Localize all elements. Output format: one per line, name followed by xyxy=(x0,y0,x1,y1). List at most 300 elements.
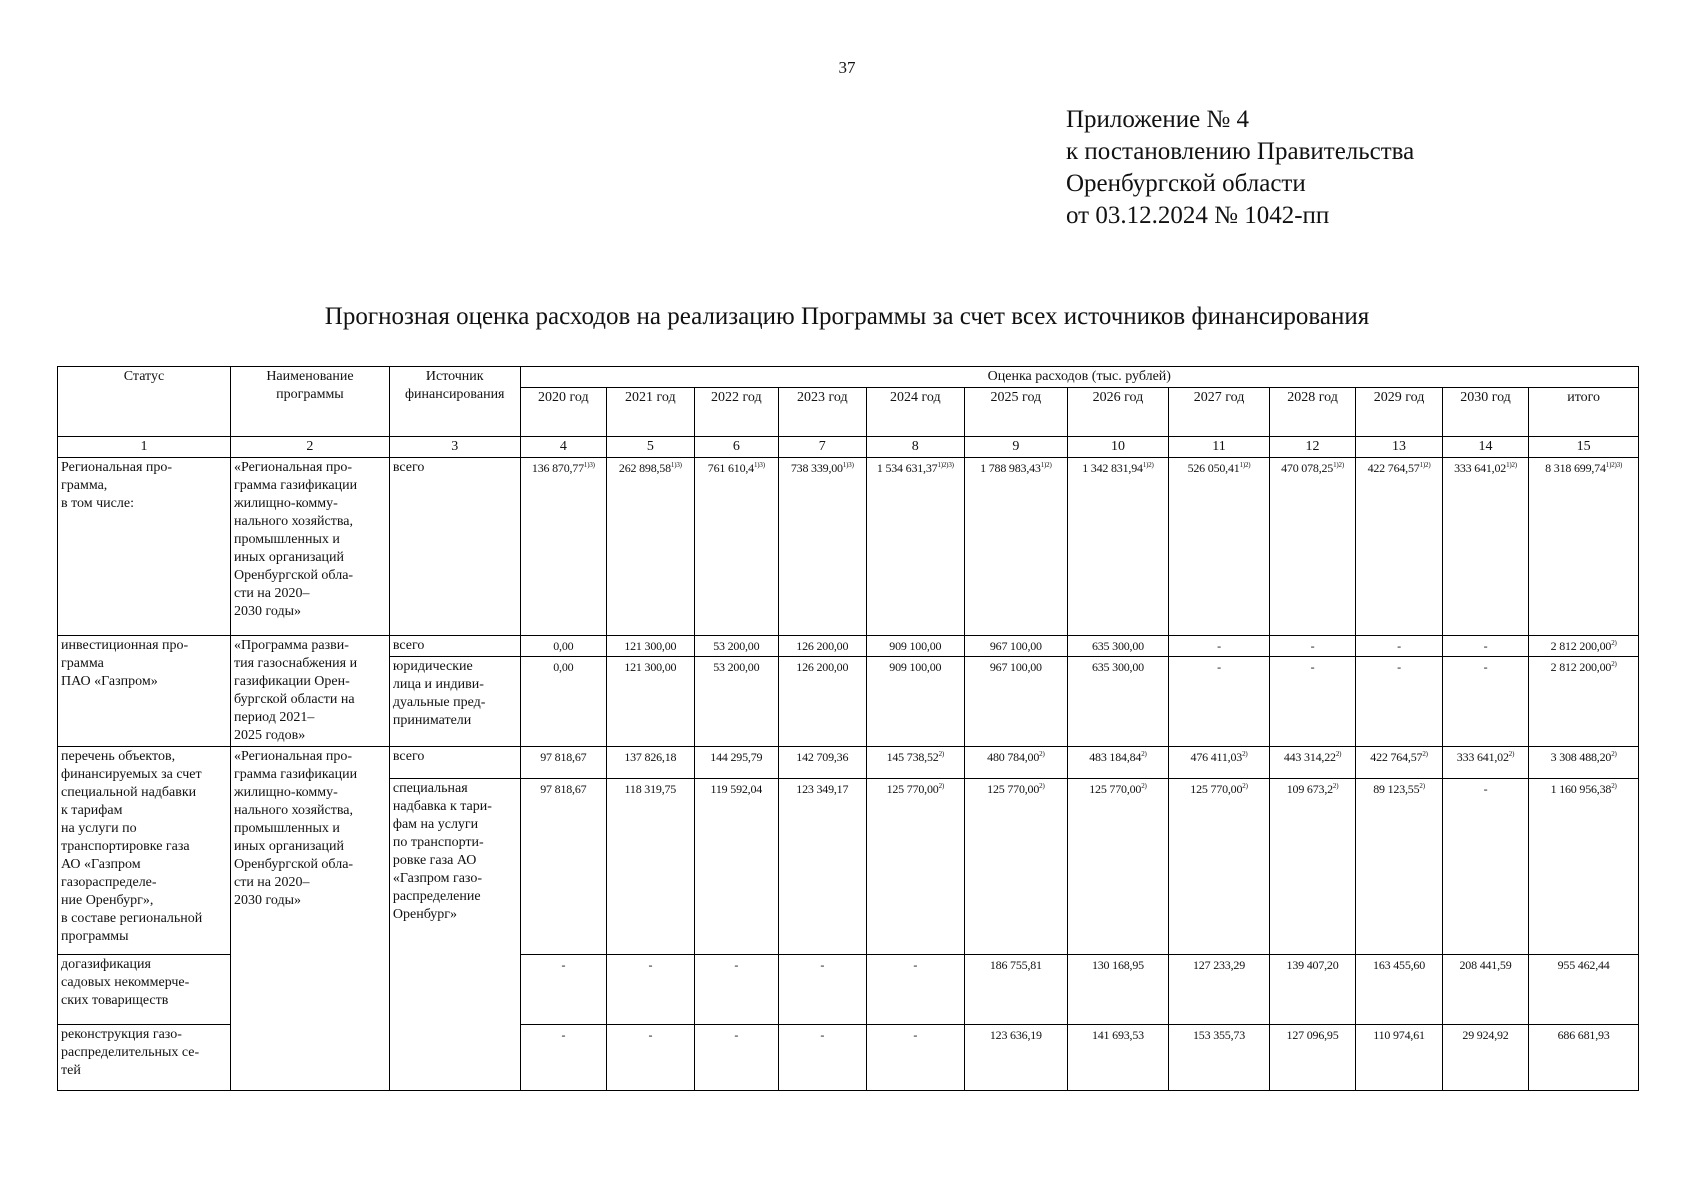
value-text: 97 818,67 xyxy=(540,782,587,796)
value-text: 909 100,00 xyxy=(889,639,942,653)
value-text: 738 339,00 xyxy=(790,461,843,475)
footnote-mark: 2) xyxy=(1039,782,1045,790)
value-text: 186 755,81 xyxy=(989,958,1042,972)
value-cell xyxy=(1067,657,1169,747)
value-text: - xyxy=(820,1028,825,1042)
value-cell xyxy=(866,636,965,657)
value-text: 1 342 831,94 xyxy=(1082,461,1143,475)
value-text: 125 770,00 xyxy=(1190,782,1243,796)
value-cell xyxy=(965,955,1068,1025)
footnote-mark: 2) xyxy=(1611,750,1617,758)
value-cell xyxy=(1356,458,1442,636)
value-cell xyxy=(694,1025,778,1091)
value-cell xyxy=(1442,458,1528,636)
value-cell xyxy=(866,657,965,747)
status-cell xyxy=(58,955,231,1025)
table-row xyxy=(58,458,1639,636)
value-text: 153 355,73 xyxy=(1193,1028,1246,1042)
value-text: - xyxy=(1483,782,1488,796)
value-text: 967 100,00 xyxy=(989,660,1042,674)
header-text: программы xyxy=(276,387,344,402)
value-cell xyxy=(1067,779,1169,955)
value-cell xyxy=(1169,657,1270,747)
value-text: 141 693,53 xyxy=(1091,1028,1144,1042)
column-number: 3 xyxy=(389,437,520,458)
column-number: 7 xyxy=(779,437,866,458)
cell-line: фам на услуги xyxy=(392,817,479,832)
column-number: 9 xyxy=(965,437,1068,458)
status-cell xyxy=(58,458,231,636)
column-number: 14 xyxy=(1442,437,1528,458)
cell-line: «Программа разви- xyxy=(233,638,349,653)
value-text: 142 709,36 xyxy=(796,750,849,764)
value-text: 127 096,95 xyxy=(1286,1028,1339,1042)
value-cell xyxy=(520,657,606,747)
value-text: 635 300,00 xyxy=(1091,660,1144,674)
header-year: 2029 год xyxy=(1356,388,1442,437)
column-number: 15 xyxy=(1529,437,1639,458)
value-text: 333 641,02 xyxy=(1454,461,1507,475)
value-cell xyxy=(607,458,694,636)
value-text: 121 300,00 xyxy=(624,660,677,674)
value-text: - xyxy=(913,1028,918,1042)
value-text: 480 784,00 xyxy=(987,750,1040,764)
value-cell xyxy=(1529,747,1639,779)
cell-line: газораспределе- xyxy=(61,875,157,890)
value-text: 121 300,00 xyxy=(624,639,677,653)
value-cell xyxy=(1169,458,1270,636)
appendix-line: к постановлению Правительства xyxy=(1066,138,1415,165)
header-costs: Оценка расходов (тыс. рублей) xyxy=(520,367,1638,388)
value-cell xyxy=(607,636,694,657)
cell-line: АО «Газпром xyxy=(61,857,141,872)
value-text: 89 123,55 xyxy=(1373,782,1420,796)
value-text: 110 974,61 xyxy=(1373,1028,1425,1042)
value-text: 909 100,00 xyxy=(889,660,942,674)
value-cell xyxy=(1356,747,1442,779)
value-text: 53 200,00 xyxy=(713,660,760,674)
cell-line: на услуги по xyxy=(61,821,137,836)
value-cell xyxy=(965,779,1068,955)
value-cell xyxy=(520,779,606,955)
value-text: - xyxy=(820,958,825,972)
source-cell xyxy=(389,636,520,657)
footnote-mark: 1)2)3) xyxy=(937,461,954,469)
footnote-mark: 1)2) xyxy=(1506,461,1517,469)
cell-line: промышленных и xyxy=(233,532,340,547)
header-year: 2028 год xyxy=(1269,388,1355,437)
value-cell xyxy=(694,636,778,657)
value-cell xyxy=(694,779,778,955)
value-cell xyxy=(779,458,866,636)
cell-line: 2030 годы» xyxy=(233,893,302,908)
cell-line: Оренбург» xyxy=(392,907,458,922)
footnote-mark: 1)3) xyxy=(670,461,682,469)
column-number: 6 xyxy=(694,437,778,458)
source-cell: всего xyxy=(389,458,520,636)
value-text: - xyxy=(1397,660,1401,674)
value-cell xyxy=(520,1025,606,1091)
cell-line: дуальные пред- xyxy=(392,695,486,710)
column-number: 5 xyxy=(607,437,694,458)
header-text: финансирования xyxy=(404,387,505,402)
cell-line: распределение xyxy=(392,889,481,904)
value-text: 470 078,25 xyxy=(1281,461,1334,475)
cell-line: ских товариществ xyxy=(61,993,169,1008)
footnote-mark: 2) xyxy=(1419,782,1425,790)
value-text: 118 319,75 xyxy=(624,782,677,796)
cell-line: жилищно-комму- xyxy=(233,496,338,511)
value-text: 1 160 956,38 xyxy=(1550,782,1612,796)
value-cell xyxy=(1169,955,1270,1025)
value-cell xyxy=(866,779,965,955)
program-name-cell xyxy=(230,747,389,1091)
cell-line: грамма xyxy=(61,656,104,671)
cell-line: промышленных и xyxy=(233,821,340,836)
cell-line: сти на 2020– xyxy=(233,586,310,601)
header-text: Источник xyxy=(425,369,484,384)
document-title: Прогнозная оценка расходов на реализацию Программы за счет всех источников финансирования xyxy=(324,303,1370,330)
value-text: 109 673,2 xyxy=(1286,782,1333,796)
value-text: 333 641,02 xyxy=(1456,750,1509,764)
cell-line: бургской области на xyxy=(233,692,355,707)
value-text: - xyxy=(1217,660,1221,674)
value-cell xyxy=(1269,1025,1355,1091)
value-cell xyxy=(965,636,1068,657)
value-cell xyxy=(779,779,866,955)
footnote-mark: 2) xyxy=(1422,750,1428,758)
value-cell xyxy=(1356,779,1442,955)
footnote-mark: 2) xyxy=(1332,782,1339,790)
footnote-mark: 2) xyxy=(1508,750,1515,758)
header-source xyxy=(389,367,520,437)
value-cell xyxy=(1356,636,1442,657)
value-cell xyxy=(1529,1025,1639,1091)
value-cell xyxy=(866,458,965,636)
value-text: 125 770,00 xyxy=(987,782,1040,796)
header-year: 2022 год xyxy=(694,388,778,437)
value-cell xyxy=(1356,657,1442,747)
value-cell xyxy=(866,955,965,1025)
footnote-mark: 1)2) xyxy=(1419,461,1431,469)
program-name-cell xyxy=(230,458,389,636)
cell-line: Оренбургской обла- xyxy=(233,568,354,583)
footnote-mark: 1)3) xyxy=(842,461,854,469)
value-text: 145 738,52 xyxy=(886,750,939,764)
value-text: 955 462,44 xyxy=(1557,958,1610,972)
value-cell xyxy=(1529,779,1639,955)
cell-line: Региональная про- xyxy=(61,460,173,475)
cell-line: финансируемых за счет xyxy=(61,767,202,782)
source-cell xyxy=(389,779,520,1091)
status-cell xyxy=(58,636,231,747)
value-text: 686 681,93 xyxy=(1557,1028,1610,1042)
cell-line: Оренбургской обла- xyxy=(233,857,354,872)
value-cell xyxy=(779,636,866,657)
value-cell xyxy=(965,657,1068,747)
column-number-row xyxy=(58,437,1639,458)
value-text: 136 870,77 xyxy=(531,461,584,475)
value-cell xyxy=(866,1025,965,1091)
table-row xyxy=(58,636,1639,657)
status-cell xyxy=(58,1025,231,1091)
cell-line: транспортировке газа xyxy=(61,839,190,854)
value-cell xyxy=(607,657,694,747)
cell-line: «Газпром газо- xyxy=(392,871,483,886)
value-cell xyxy=(694,657,778,747)
cell-line: лица и индиви- xyxy=(392,677,484,692)
footnote-mark: 1)3) xyxy=(583,461,595,469)
value-text: 139 407,20 xyxy=(1286,958,1339,972)
value-cell xyxy=(779,747,866,779)
cell-line: иных организаций xyxy=(233,550,345,565)
header-year: 2026 год xyxy=(1067,388,1169,437)
value-text: - xyxy=(734,1028,739,1042)
value-cell xyxy=(1442,747,1528,779)
cell-line: приниматели xyxy=(392,713,472,728)
value-text: 483 184,84 xyxy=(1089,750,1142,764)
value-cell xyxy=(1067,636,1169,657)
cell-line: иных организаций xyxy=(233,839,345,854)
column-number: 12 xyxy=(1269,437,1355,458)
footnote-mark: 2) xyxy=(938,750,945,758)
value-cell xyxy=(1067,955,1169,1025)
cell-line: нального хозяйства, xyxy=(233,514,353,529)
value-text: 526 050,41 xyxy=(1187,461,1240,475)
cell-line: всего xyxy=(392,749,425,764)
value-text: 125 770,00 xyxy=(1089,782,1142,796)
footnote-mark: 2) xyxy=(1611,782,1617,790)
value-cell xyxy=(1067,747,1169,779)
value-text: 137 826,18 xyxy=(624,750,677,764)
appendix-line: Оренбургской области xyxy=(1066,170,1306,197)
footnote-mark: 2) xyxy=(1611,660,1617,668)
value-cell xyxy=(1169,1025,1270,1091)
appendix-block xyxy=(1066,104,1414,232)
header-year: 2027 год xyxy=(1169,388,1270,437)
value-cell xyxy=(1269,636,1355,657)
value-text: 29 924,92 xyxy=(1462,1028,1509,1042)
value-cell xyxy=(1442,636,1528,657)
value-cell xyxy=(965,458,1068,636)
footnote-mark: 1)2) xyxy=(1239,461,1251,469)
value-text: 2 812 200,00 xyxy=(1550,660,1612,674)
value-cell xyxy=(1169,747,1270,779)
cell-line: юридические xyxy=(392,659,473,674)
table-row xyxy=(58,747,1639,779)
value-text: - xyxy=(561,1028,566,1042)
footnote-mark: 2) xyxy=(1141,750,1147,758)
value-cell xyxy=(694,458,778,636)
value-text: 53 200,00 xyxy=(713,639,760,653)
header-status: Статус xyxy=(58,367,231,437)
footnote-mark: 2) xyxy=(1039,750,1045,758)
value-text: 476 411,03 xyxy=(1190,750,1243,764)
value-cell xyxy=(1169,636,1270,657)
header-text: Наименование xyxy=(266,369,354,384)
value-cell xyxy=(1269,955,1355,1025)
cell-line: специальной надбавки xyxy=(61,785,197,800)
program-name-cell xyxy=(230,636,389,747)
cell-line: распределительных се- xyxy=(61,1045,200,1060)
cell-line: надбавка к тари- xyxy=(392,799,492,814)
cell-line: инвестиционная про- xyxy=(61,638,189,653)
cell-line: ПАО «Газпром» xyxy=(61,674,158,689)
value-text: 127 233,29 xyxy=(1193,958,1246,972)
cell-line: перечень объектов, xyxy=(61,749,176,764)
cell-line: жилищно-комму- xyxy=(233,785,338,800)
header-year: 2025 год xyxy=(965,388,1068,437)
value-cell xyxy=(965,747,1068,779)
cell-line: к тарифам xyxy=(61,803,123,818)
column-number: 1 xyxy=(58,437,231,458)
value-text: 123 349,17 xyxy=(796,782,849,796)
value-text: - xyxy=(1217,639,1221,653)
cell-line: догазификация xyxy=(61,957,151,972)
value-text: - xyxy=(1483,639,1488,653)
cell-line: газификации Орен- xyxy=(233,674,350,689)
cell-line: сти на 2020– xyxy=(233,875,310,890)
value-text: 163 455,60 xyxy=(1373,958,1426,972)
header-row xyxy=(58,367,1639,388)
value-text: - xyxy=(1310,639,1315,653)
cell-line: грамма, xyxy=(61,478,108,493)
cell-line: специальная xyxy=(392,781,468,796)
appendix-line: Приложение № 4 xyxy=(1066,106,1250,133)
value-cell xyxy=(1529,636,1639,657)
cell-line: в том числе: xyxy=(61,496,134,511)
header-year: 2030 год xyxy=(1442,388,1528,437)
appendix-line: от 03.12.2024 № 1042-пп xyxy=(1066,202,1330,229)
value-text: - xyxy=(648,958,653,972)
header-year: 2020 год xyxy=(520,388,606,437)
value-cell xyxy=(607,747,694,779)
value-cell xyxy=(607,1025,694,1091)
cell-line: грамма газификации xyxy=(233,767,358,782)
cell-line: тия газоснабжения и xyxy=(233,656,358,671)
value-text: 123 636,19 xyxy=(989,1028,1042,1042)
cell-line: в составе региональной xyxy=(61,911,203,926)
cell-line: «Региональная про- xyxy=(233,460,353,475)
header-year: 2023 год xyxy=(779,388,866,437)
value-cell xyxy=(1442,657,1528,747)
value-cell xyxy=(1067,458,1169,636)
budget-table xyxy=(57,366,1639,1091)
cell-line: грамма газификации xyxy=(233,478,358,493)
value-cell xyxy=(1529,955,1639,1025)
source-cell xyxy=(389,657,520,747)
value-cell xyxy=(1067,1025,1169,1091)
cell-line: программы xyxy=(61,929,129,944)
footnote-mark: 2) xyxy=(1242,782,1248,790)
page-number: 37 xyxy=(838,58,856,77)
cell-line: ние Оренбург», xyxy=(61,893,154,908)
column-number: 8 xyxy=(866,437,965,458)
value-text: 8 318 699,74 xyxy=(1545,461,1606,475)
header-year: 2024 год xyxy=(866,388,965,437)
value-cell xyxy=(1269,747,1355,779)
footnote-mark: 2) xyxy=(938,782,945,790)
column-number: 11 xyxy=(1169,437,1270,458)
value-text: - xyxy=(1310,660,1315,674)
footnote-mark: 1)3) xyxy=(753,461,765,469)
value-cell xyxy=(1169,779,1270,955)
value-cell xyxy=(1442,955,1528,1025)
value-cell xyxy=(779,955,866,1025)
value-text: 443 314,22 xyxy=(1283,750,1336,764)
value-text: - xyxy=(1397,639,1401,653)
value-cell xyxy=(520,636,606,657)
value-text: 635 300,00 xyxy=(1091,639,1144,653)
value-text: 262 898,58 xyxy=(618,461,671,475)
value-cell xyxy=(1442,1025,1528,1091)
value-text: 0,00 xyxy=(553,660,574,674)
value-text: 967 100,00 xyxy=(989,639,1042,653)
value-text: - xyxy=(734,958,739,972)
header-year: итого xyxy=(1529,388,1639,437)
value-text: 119 592,04 xyxy=(710,782,763,796)
column-number: 10 xyxy=(1067,437,1169,458)
value-cell xyxy=(965,1025,1068,1091)
value-text: 208 441,59 xyxy=(1459,958,1512,972)
footnote-mark: 2) xyxy=(1242,750,1248,758)
cell-line: всего xyxy=(392,638,425,653)
value-text: 761 610,4 xyxy=(707,461,754,475)
cell-line: 2025 годов» xyxy=(233,728,306,743)
value-cell xyxy=(1269,779,1355,955)
value-text: 2 812 200,00 xyxy=(1550,639,1612,653)
value-cell xyxy=(520,955,606,1025)
value-text: - xyxy=(648,1028,653,1042)
value-cell xyxy=(1442,779,1528,955)
value-text: 126 200,00 xyxy=(796,639,849,653)
value-cell xyxy=(779,657,866,747)
header-year: 2021 год xyxy=(607,388,694,437)
value-cell xyxy=(866,747,965,779)
value-cell xyxy=(1269,458,1355,636)
value-text: 130 168,95 xyxy=(1091,958,1144,972)
status-cell xyxy=(58,747,231,955)
value-cell xyxy=(520,458,606,636)
value-text: 1 534 631,37 xyxy=(876,461,938,475)
value-cell xyxy=(779,1025,866,1091)
cell-line: садовых некоммерче- xyxy=(61,975,190,990)
cell-line: по транспорти- xyxy=(392,835,484,850)
value-cell xyxy=(607,955,694,1025)
column-number: 2 xyxy=(230,437,389,458)
value-text: 126 200,00 xyxy=(796,660,849,674)
value-cell xyxy=(694,747,778,779)
value-text: - xyxy=(913,958,918,972)
value-cell xyxy=(1356,1025,1442,1091)
value-text: 144 295,79 xyxy=(710,750,763,764)
value-text: - xyxy=(561,958,566,972)
footnote-mark: 2) xyxy=(1611,639,1617,647)
header-program-name xyxy=(230,367,389,437)
footnote-mark: 2) xyxy=(1335,750,1342,758)
value-text: 97 818,67 xyxy=(540,750,587,764)
value-text: 125 770,00 xyxy=(886,782,939,796)
value-cell xyxy=(520,747,606,779)
cell-line: ровке газа АО xyxy=(392,853,477,868)
cell-line: нального хозяйства, xyxy=(233,803,353,818)
value-cell xyxy=(607,779,694,955)
footnote-mark: 1)2)3) xyxy=(1605,461,1623,469)
value-cell xyxy=(694,955,778,1025)
cell-line: тей xyxy=(61,1063,81,1078)
cell-line: период 2021– xyxy=(233,710,315,725)
column-number: 13 xyxy=(1356,437,1442,458)
